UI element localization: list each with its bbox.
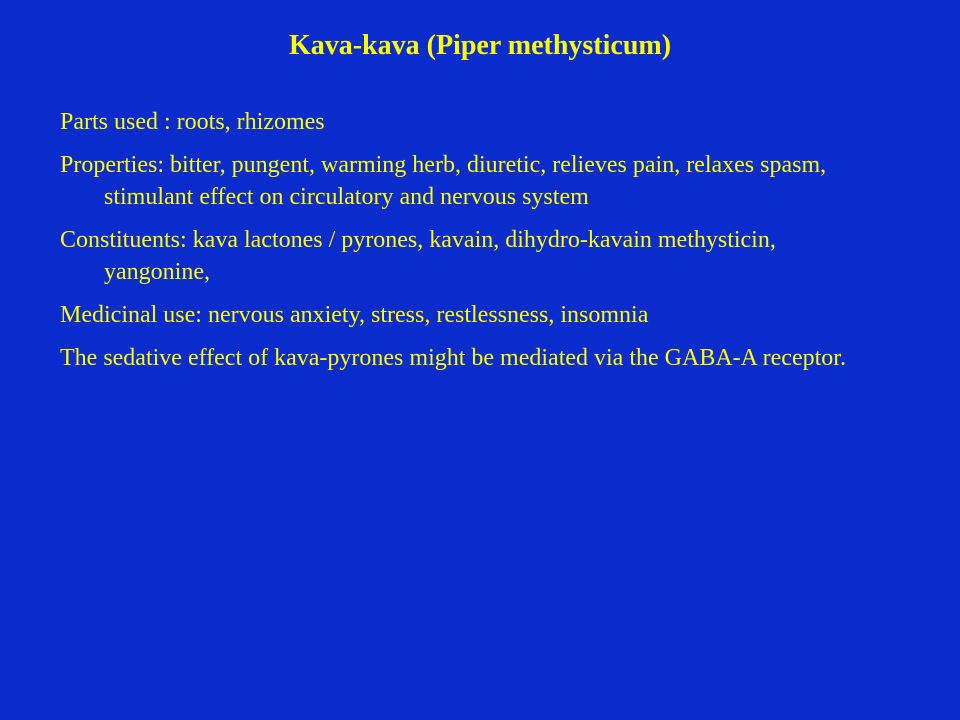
slide-title: Kava-kava (Piper methysticum) — [288, 30, 672, 61]
slide-body — [60, 106, 860, 385]
parts-used-paragraph: Parts used : roots, rhizomes — [60, 109, 325, 135]
sedative-effect-paragraph: The sedative effect of kava-pyrones might be mediated via the GABA-A receptor. — [60, 345, 846, 371]
medicinal-use-paragraph: Medicinal use: nervous anxiety, stress, restlessness, insomnia — [60, 302, 649, 328]
constituents-paragraph: Constituents: kava lactones / pyrones, kavain, dihydro-kavain methysticin, yangonine, — [60, 227, 776, 285]
properties-paragraph: Properties: bitter, pungent, warming herb, diuretic, relieves pain, relaxes spasm, stimulant effect on circulatory and nervous system — [60, 152, 827, 210]
